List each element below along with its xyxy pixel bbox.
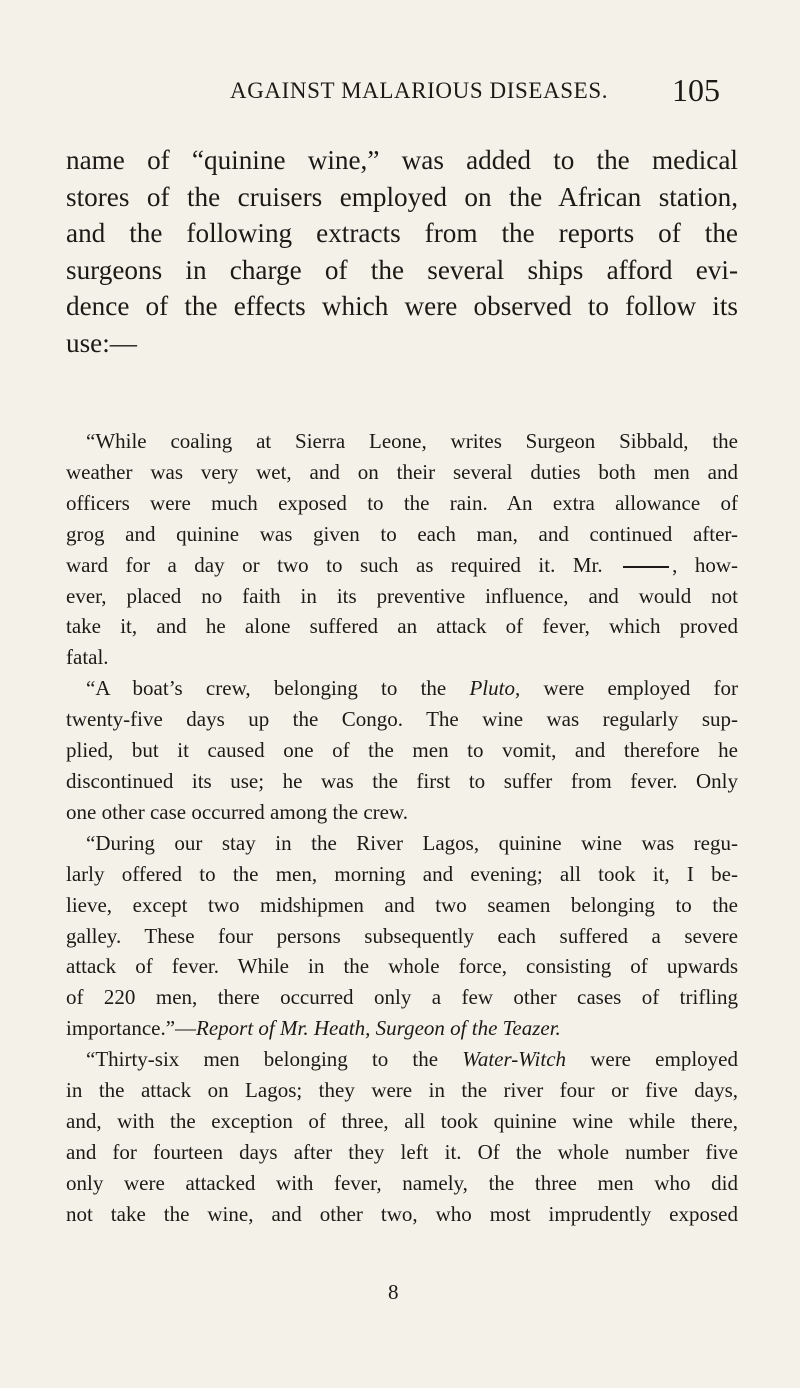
text-fragment: “A boat’s crew, belonging to the xyxy=(86,676,470,701)
text-line: only were attacked with fever, namely, the three men who did xyxy=(66,1170,738,1195)
text-line xyxy=(66,673,738,704)
text-line: weather was very wet, and on their several duties both men and xyxy=(66,459,738,484)
text-line: and for fourteen days after they left it. Of the whole number five xyxy=(66,1139,738,1164)
text-line: ever, placed no faith in its preventive influence, and would not xyxy=(66,583,738,608)
text-line: plied, but it caused one of the men to vomit, and therefore he xyxy=(66,738,738,763)
text-line: larly offered to the men, morning and evening; all took it, I be- xyxy=(66,861,738,886)
quoted-reports xyxy=(66,426,738,1230)
text-line: “While coaling at Sierra Leone, writes Surgeon Sibbald, the xyxy=(86,429,738,453)
text-line: take it, and he alone suffered an attack of fever, which proved xyxy=(66,614,738,639)
text-line: “During our stay in the River Lagos, quinine wine was regu- xyxy=(86,830,738,855)
report-attribution: Report of Mr. Heath, Surgeon of the Teazer. xyxy=(196,1016,561,1041)
text-line: of 220 men, there occurred only a few other cases of trifling xyxy=(66,985,738,1010)
running-head: AGAINST MALARIOUS DISEASES. xyxy=(230,78,609,103)
text-line: galley. These four persons subsequently each suffered a severe xyxy=(66,923,738,948)
text-line: lieve, except two midshipmen and two seamen belonging to the xyxy=(66,892,738,917)
text-fragment: were employed for xyxy=(520,676,738,701)
text-line xyxy=(66,550,738,581)
text-fragment: importance.”— xyxy=(66,1016,197,1041)
omitted-name-dash xyxy=(623,566,669,568)
page-number: 105 xyxy=(672,72,720,108)
text-line: surgeons in charge of the several ships afford evi- xyxy=(66,254,738,285)
text-line: one other case occurred among the crew. xyxy=(66,799,409,824)
text-line: and, with the exception of three, all took quinine wine while there, xyxy=(66,1108,738,1133)
intro-paragraph xyxy=(66,142,738,361)
text-line: attack of fever. While in the whole force, consisting of upwards xyxy=(66,954,738,979)
text-fragment: were employed xyxy=(566,1047,738,1072)
text-line: stores of the cruisers employed on the African station, xyxy=(66,181,738,212)
text-line: grog and quinine was given to each man, and continued after- xyxy=(66,521,738,546)
text-line: not take the wine, and other two, who most imprudently exposed xyxy=(66,1201,738,1226)
text-line: discontinued its use; he was the first to suffer from fever. Only xyxy=(66,768,738,793)
ship-name: Pluto, xyxy=(469,676,521,701)
text-line: and the following extracts from the reports of the xyxy=(66,218,738,248)
text-fragment: ward for a day or two to such as required it. Mr. xyxy=(66,552,603,577)
text-line: officers were much exposed to the rain. An extra allowance of xyxy=(66,490,738,515)
ship-name: Water-Witch xyxy=(462,1047,567,1072)
text-line: use:— xyxy=(66,327,137,358)
text-line: twenty-five days up the Congo. The wine was regularly sup- xyxy=(66,707,738,732)
text-line: in the attack on Lagos; they were in the river four or five days, xyxy=(66,1078,738,1103)
text-line xyxy=(66,1044,738,1075)
text-fragment: “Thirty-six men belonging to the xyxy=(86,1047,463,1072)
signature-mark: 8 xyxy=(388,1280,399,1304)
text-line: dence of the effects which were observed to follow its xyxy=(66,291,738,321)
text-line: name of “quinine wine,” was added to the medical xyxy=(66,145,738,175)
text-fragment: , how- xyxy=(672,552,739,577)
text-line xyxy=(66,1013,738,1044)
text-line: fatal. xyxy=(66,645,109,670)
